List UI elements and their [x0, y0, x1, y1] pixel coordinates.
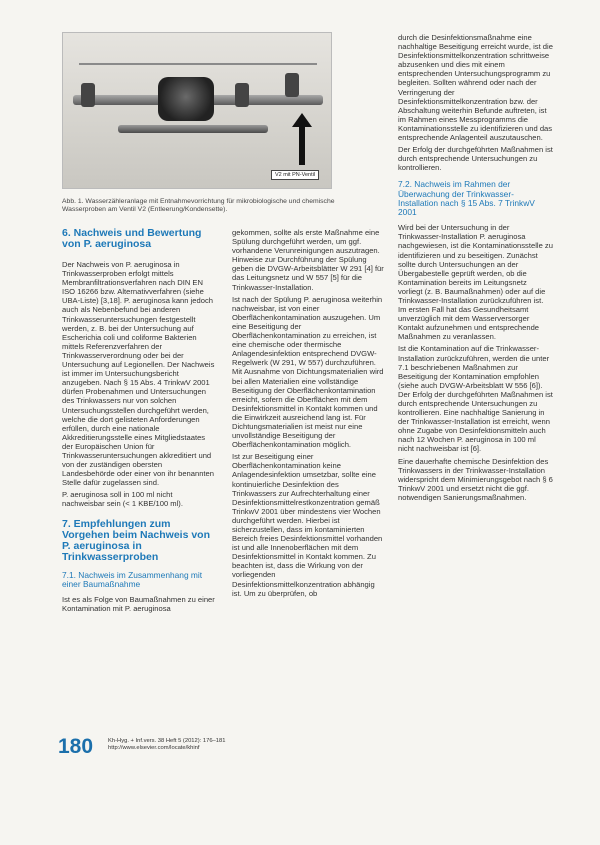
footer-journal: Kh-Hyg. + Inf.vers. 38 Heft 5 (2012): 176–181 [108, 738, 226, 744]
right-paragraph-1: durch die Desinfektionsmaßnahme eine nachhaltige Beseitigung erreicht wurde, ist die Desinfektionsmittelkonzentration schrittweise abzusenken und dies mit einem entsprechenden Untersuchungsprogramm zu begleiten. Sollten während oder nach der Verringerung der Desinfektionsmittelkonzentration bzw. der Abschaltung weiterhin Befunde auftreten, ist im Rahmen eines Messprogramms die Kontaminationsstelle zu identifizieren und das entsprechende Anlagenteil auszutauschen. [398, 33, 553, 143]
photo-ruler [79, 63, 317, 65]
column-left [62, 228, 215, 616]
water-meter-icon [158, 77, 214, 121]
column-right [398, 33, 553, 505]
figure-photo [62, 32, 332, 189]
valve-middle-icon [235, 83, 249, 107]
section-7-2-paragraph-3: Eine dauerhafte chemische Desinfektion des Trinkwassers in der Trinkwasser-Installation widerspricht dem Minimierungsgebot nach § 6 TrinkwV 2001 und ersetzt nicht die ggf. notwendigen Sanierungsmaßnahmen. [398, 456, 553, 502]
section-6-heading: 6. Nachweis und Bewertung von P. aeruginosa [62, 227, 202, 250]
arrow-shaft-icon [299, 125, 305, 165]
section-7-2-paragraph-2: Ist die Kontamination auf die Trinkwasser-Installation zurückzuführen, werden die unter 7.1 beschriebenen Maßnahmen zur Beseitigung der Kontamination empfohlen (siehe auch DVGW-Arbeitsblatt W 556 [6]). Der Erfolg der durchgeführten Maßnahmen ist durch entsprechende Untersuchungen zu kontrollieren. Eine nachhaltige Sanierung in der Trinkwasser-Installation ist erreicht, wenn ohne Zugabe von Desinfektionsmitteln auch nach 12 Wochen P. aeruginosa in 100 ml nicht nachweisbar ist [6]. [398, 344, 553, 454]
section-7-1-paragraph: Ist es als Folge von Baumaßnahmen zu einer Kontamination mit P. aeruginosa [62, 594, 215, 614]
middle-paragraph-3: Ist zur Beseitigung einer Oberflächenkontamination keine Anlagendesinfektion umsetzbar, sollte eine kontinuierliche Desinfektion des Trinkwassers zur Aufrechterhaltung einer Desinfektionsmittelrestkonzentration gemäß TrinkwV 2001 über mindestens vier Wochen durchgeführt werden. Hierbei ist sicherzustellen, dass im kontaminierten Bereich freies Desinfektionsmittel vorhanden ist und alle Innenoberflächen mit dem Desinfektionsmittel in Kontakt kommen. Zu beachten ist, dass die Wirkung von der vorliegenden Desinfektionsmittelkonzentration abhängig ist. Um zu überprüfen, ob [232, 452, 383, 598]
right-paragraph-2: Der Erfolg der durchgeführten Maßnahmen ist durch entsprechende Untersuchungen zu kontrollieren. [398, 145, 553, 173]
section-7-heading: 7. Empfehlungen zum Vorgehen beim Nachweis von P. aeruginosa in Trinkwasserproben [62, 517, 211, 563]
section-7-2-paragraph-1: Wird bei der Untersuchung in der Trinkwasser-Installation P. aeruginosa nachgewiesen, ist die Kontaminationsstelle zu identifizieren und zu beseitigen. Zunächst sollte durch Untersuchungen an der Übergabestelle geprüft werden, ob die Kontamination bereits im Leitungsnetz vorliegt (z. B. Baumaßnahmen) oder auf die Trinkwasser-Installation zurückzuführen ist. Im ersten Fall hat das Gesundheitsamt unverzüglich mit dem Wasserversorger Kontakt aufzunehmen und entsprechende Maßnahmen zu veranlassen. [398, 223, 553, 342]
photo-tag: V2 mit PN-Ventil [271, 170, 319, 180]
pipe-lower [118, 125, 268, 133]
middle-paragraph-2: Ist nach der Spülung P. aeruginosa weiterhin nachweisbar, ist von einer Oberflächenkontamination auszugehen. Um eine Beseitigung der Oberflächenkontamination zu erreichen, ist eine chemische oder thermische Anlagendesinfektion entsprechend DVGW-Regelwerk (W 291, W 557) durchzuführen. Mit Ausnahme von Dichtungsmaterialien wird bei allen Materialien eine vollständige Beseitigung der Oberflächenkontamination erreicht, sofern die Oberflächen mit dem Desinfektionsmittel in Kontakt kommen und die Einwirkzeit ausreichend lang ist. Für Dichtungsmaterialien ist meist nur eine unvollständige Beseitigung der Oberflächenkontamination möglich. [232, 294, 384, 450]
valve-left-icon [81, 83, 95, 107]
section-7-2-heading: 7.2. Nachweis im Rahmen der Überwachung der Trinkwasser-Installation nach § 15 Abs. 7 TrinkwV 2001 [398, 179, 535, 218]
middle-paragraph-1: gekommen, sollte als erste Maßnahme eine Spülung durchgeführt werden, um ggf. vorhandene Verunreinigungen auszutragen. Hinweise zur Durchführung der Spülung geben die DVGW-Arbeitsblätter W 291 [4] für das Leitungsnetz und W 557 [5] für die Trinkwasser-Installation. [232, 228, 384, 292]
footer-url[interactable]: http://www.elsevier.com/locate/khinf [108, 745, 200, 751]
valve-right-icon [285, 73, 299, 97]
section-6-paragraph-1: Der Nachweis von P. aeruginosa in Trinkwasserproben erfolgt mittels Membranfiltrationsverfahren nach DIN EN ISO 16266 bzw. Alternativverfahren (siehe UBA-Liste) [3,18]. P. aeruginosa kann jedoch auch als Nebenbefund bei anderen Trinkwasseruntersuchungen festgestellt werden, z. B. bei der Untersuchung auf Escherichia coli und coliforme Bakterien mittels Referenzverfahren der Trinkwasserverordnung oder bei der Untersuchung auf Legionellen. Der Nachweis ist immer im Untersuchungsbericht anzugeben. Nach § 15 Abs. 4 TrinkwV 2001 dürfen Probenahmen und Untersuchungen des Trinkwassers nur von solchen Untersuchungsstellen durchgeführt werden, welche die dort gelisteten Anforderungen erfüllen, durch eine nationale Akkreditierungsstelle eines Mitgliedstaates der Europäischen Union für Trinkwasseruntersuchungen akkreditiert und von der zuständigen obersten Landesbehörde oder einer von ihr benannten Stelle dafür zugelassen sind. [62, 260, 215, 488]
column-middle [232, 228, 384, 601]
page-number: 180 [58, 735, 94, 758]
section-7-1-heading: 7.1. Nachweis im Zusammenhang mit einer Baumaßnahme [62, 569, 203, 589]
section-6-paragraph-2: P. aeruginosa soll in 100 ml nicht nachweisbar sein (< 1 KBE/100 ml). [62, 490, 183, 509]
figure-caption: Abb. 1. Wasserzähleranlage mit Entnahmevorrichtung für mikrobiologische und chemische Wasserproben am Ventil V2 (Entleerung/Kondensette). [62, 198, 335, 214]
footer-citation [108, 738, 225, 752]
